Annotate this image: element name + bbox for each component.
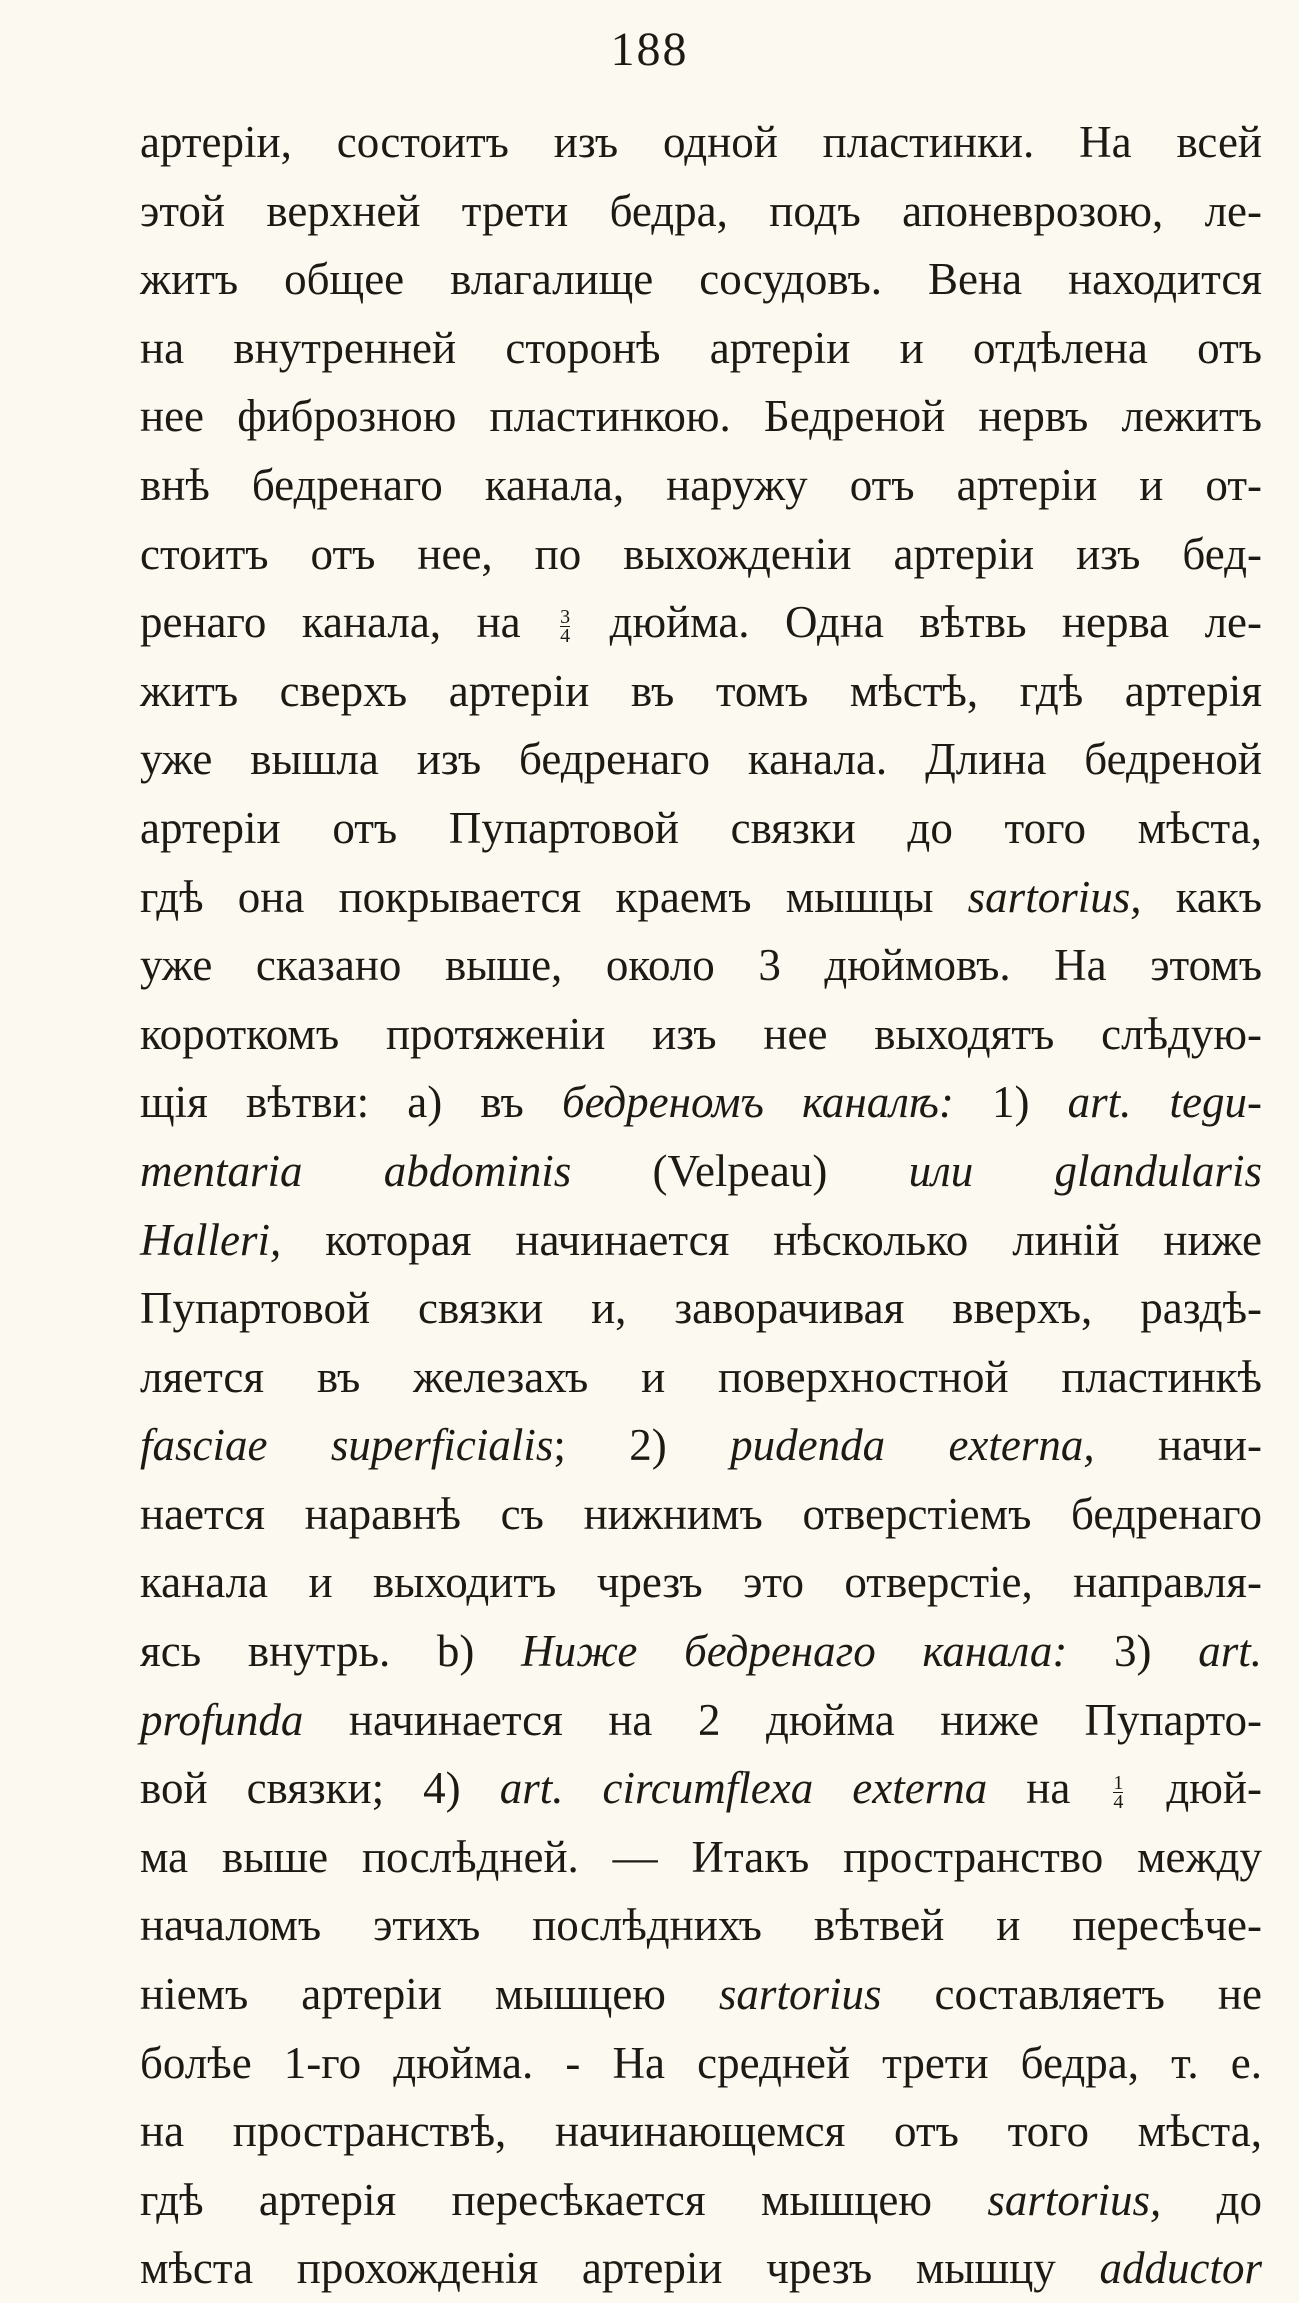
text-line [140, 657, 1262, 726]
text-line [140, 1206, 1262, 1275]
text-segment: ніемъ артеріи мышцею [140, 1969, 719, 2020]
text-line [140, 1754, 1262, 1823]
text-segment: началомъ этихъ послѣднихъ вѣтвей и пересѣче- [140, 1900, 1262, 1951]
text-segment: составляетъ не [881, 1969, 1262, 2020]
text-segment: мѣста прохожденія артеріи чрезъ мышцу [140, 2243, 1100, 2294]
fraction-numerator: 1 [1113, 1772, 1124, 1795]
page-number: 188 [610, 23, 689, 76]
text-segment: щія вѣтви: а) въ [140, 1077, 562, 1128]
text-segment: ренаго канала, на [140, 597, 557, 648]
fraction-denominator: 4 [1113, 1791, 1124, 1814]
text-line [140, 1068, 1262, 1137]
text-line [140, 1137, 1262, 1206]
text-line [140, 931, 1262, 1000]
text-segment: какъ [1141, 871, 1263, 922]
text-line [140, 725, 1262, 794]
text-line [140, 1617, 1262, 1686]
text-line [140, 2166, 1262, 2235]
text-segment: нее фиброзною пластинкою. Бедреной нервъ лежитъ [140, 391, 1262, 442]
text-segment: до [1161, 2174, 1262, 2225]
text-segment: стоитъ отъ нее, по выхожденіи артеріи изъ бед- [140, 528, 1262, 579]
text-segment: на внутренней сторонѣ артеріи и отдѣлена отъ [140, 322, 1262, 373]
italic-term: pudenda externa, [730, 1420, 1095, 1471]
text-segment: уже сказано выше, около 3 дюймовъ. На этомъ [140, 940, 1262, 991]
text-line [140, 1686, 1262, 1755]
text-line [140, 1000, 1262, 1069]
text-line [140, 1891, 1262, 1960]
text-segment: начи- [1094, 1420, 1262, 1471]
fraction-denominator: 4 [560, 625, 571, 648]
text-segment: житъ сверхъ артеріи въ томъ мѣстѣ, гдѣ артерія [140, 665, 1262, 716]
text-segment: нается наравнѣ съ нижнимъ отверстіемъ бедренаго [140, 1488, 1262, 1539]
italic-term: Ниже бедренаго канала: [521, 1626, 1068, 1677]
text-segment: внѣ бедренаго канала, наружу отъ артеріи и от- [140, 459, 1262, 510]
italic-term: mentaria abdominis [140, 1145, 572, 1196]
text-segment: (Velpeau) [571, 1145, 909, 1196]
text-segment: 3) [1067, 1626, 1199, 1677]
fraction-numerator: 3 [560, 606, 571, 629]
text-line [140, 863, 1262, 932]
text-segment: гдѣ она покрывается краемъ мышцы [140, 871, 968, 922]
text-segment: ляется въ железахъ и поверхностной пластинкѣ [140, 1351, 1262, 1402]
italic-term: sartorius, [987, 2174, 1162, 2225]
text-line [140, 1274, 1262, 1343]
text-line [140, 2234, 1262, 2303]
fraction [1113, 1772, 1124, 1814]
text-line [140, 588, 1262, 657]
text-segment: Пупартовой связки и, заворачивая вверхъ, раздѣ- [140, 1283, 1262, 1334]
italic-term: или glandularis [908, 1145, 1262, 1196]
text-segment: болѣе 1-го дюйма. - На средней трети бедра, т. е. [140, 2037, 1262, 2088]
italic-term: sartorius, [967, 871, 1142, 922]
text-segment: этой верхней трети бедра, подъ апоневрозою, ле- [140, 185, 1262, 236]
text-line [140, 794, 1262, 863]
text-segment: житъ общее влагалище сосудовъ. Вена находится [140, 254, 1262, 305]
text-segment: на пространствѣ, начинающемся отъ того мѣста, [140, 2106, 1262, 2157]
italic-term: art. tegu- [1067, 1077, 1262, 1128]
text-segment: которая начинается нѣсколько линій ниже [281, 1214, 1262, 1265]
body-text [140, 108, 1262, 2303]
text-segment: 1) [953, 1077, 1068, 1128]
text-line [140, 108, 1262, 177]
text-segment: на [987, 1763, 1110, 1814]
text-line [140, 1411, 1262, 1480]
text-line [140, 314, 1262, 383]
text-line [140, 1480, 1262, 1549]
text-segment: ма выше послѣдней. — Итакъ пространство между [140, 1831, 1262, 1882]
italic-term: art. [1198, 1626, 1262, 1677]
text-line [140, 2029, 1262, 2098]
text-segment: артеріи отъ Пупартовой связки до того мѣста, [140, 802, 1262, 853]
text-line [140, 520, 1262, 589]
text-segment: ; 2) [553, 1420, 731, 1471]
text-line [140, 451, 1262, 520]
italic-term: adductor [1099, 2243, 1262, 2294]
text-segment: дюй- [1127, 1763, 1262, 1814]
text-segment: дюйма. Одна вѣтвь нерва ле- [574, 597, 1262, 648]
text-line [140, 1548, 1262, 1617]
text-segment: артеріи, состоитъ изъ одной пластинки. На всей [140, 117, 1262, 167]
text-segment: гдѣ артерія пересѣкается мышцею [140, 2174, 988, 2225]
text-line [140, 382, 1262, 451]
text-line [140, 245, 1262, 314]
text-segment: канала и выходитъ чрезъ это отверстіе, направля- [140, 1557, 1262, 1608]
italic-term: Halleri, [140, 1214, 282, 1265]
italic-term: sartorius [718, 1969, 882, 2020]
text-line [140, 1960, 1262, 2029]
text-segment: ясь внутрь. b) [140, 1626, 522, 1677]
text-segment: начинается на 2 дюйма ниже Пупарто- [303, 1694, 1262, 1745]
text-line [140, 1343, 1262, 1412]
italic-term: art. circumflexa externa [499, 1763, 988, 1814]
fraction [560, 606, 571, 648]
italic-term: fasciae superficialis [140, 1420, 554, 1471]
italic-term: бедреномъ каналѣ: [561, 1077, 954, 1128]
text-line [140, 2097, 1262, 2166]
text-line [140, 1823, 1262, 1892]
text-segment: уже вышла изъ бедренаго канала. Длина бедреной [140, 734, 1262, 785]
text-segment: вой связки; 4) [140, 1763, 500, 1814]
italic-term: profunda [140, 1694, 304, 1745]
text-line [140, 177, 1262, 246]
text-segment: короткомъ протяженіи изъ нее выходятъ слѣдую- [140, 1008, 1262, 1059]
